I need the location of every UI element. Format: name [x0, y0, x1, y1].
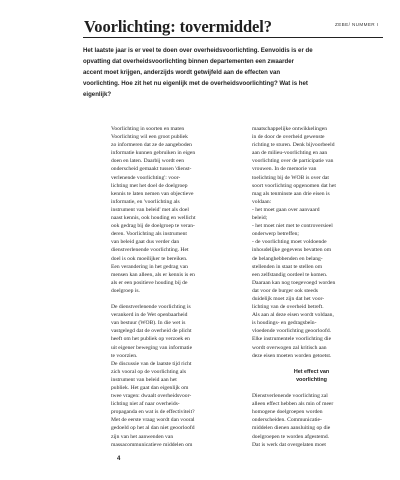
text-line: - het moet niet met te controversieel — [252, 223, 333, 230]
text-line: zich vooral op de voorlichting als — [111, 368, 187, 375]
text-line: lichting niet af naar overheids- — [111, 401, 180, 408]
text-line: informatie, en 'voorlichting als — [111, 198, 180, 205]
left-column — [111, 125, 230, 449]
text-line: instrument van beleid' met als doel — [111, 206, 189, 213]
text-line: inhoudelijke gegevens bevatten om — [252, 247, 332, 254]
title-rule — [83, 37, 383, 38]
text-line: deren. Voorlichting als instrument — [111, 231, 187, 238]
text-line: twee vragen: dwaalt overheidsvoor- — [111, 393, 192, 400]
text-line: doen en laten. Daarbij wordt een — [111, 158, 185, 165]
text-line: als er een positieve houding bij de — [111, 279, 188, 286]
text-line: onderscheid gemaakt tussen 'dienst- — [111, 166, 192, 173]
section-subhead: voorlichting — [296, 376, 327, 383]
header-tag: ZEBE/ NUMMER I — [335, 22, 379, 27]
text-line: verankerd in de Wet openbaarheid — [111, 312, 188, 319]
text-line: deze eisen moeten worden getoetst. — [252, 352, 332, 359]
text-line: publiek. Het gaat dan eigenlijk om — [111, 385, 189, 391]
page-number: 4 — [117, 456, 121, 462]
text-line: Elke instrumentele voorlichting die — [252, 336, 332, 343]
text-line: doelgroep is. — [111, 287, 140, 294]
text-line: heeft om het publiek op verzoek en — [111, 336, 190, 343]
text-line: De dienstverlenende voorlichting is — [111, 304, 191, 311]
text-line: van beleid gaat dus verder dan — [111, 239, 180, 246]
lead-line: opvatting dat overheidsvoorlichting binnen departementen een zwaarder — [83, 58, 294, 66]
lead-line: accent moet krijgen, anderzijds wordt getwijfeld aan de effecten van — [83, 69, 281, 77]
text-line: kennis te laten nemen van objectieve — [111, 190, 194, 197]
text-line: richting te sturen. Denk bijvoorbeeld — [252, 142, 335, 149]
text-line: Een verandering in het gedrag van — [111, 263, 188, 270]
text-line: Voorlichting wil een groot publiek — [111, 134, 188, 141]
text-line: dat voor de burger ook steeds — [252, 287, 318, 294]
text-line: de belanghebbenden en belang- — [252, 255, 323, 262]
text-line: doelgroepen te worden afgestemd. — [252, 433, 330, 440]
paragraph-gap — [252, 384, 371, 392]
lead-line: Het laatste jaar is er veel te doen over overheidsvoorlichting. Eenvoidis is er de — [83, 47, 313, 54]
text-line: een zelfstandig oordeel te komen. — [252, 271, 328, 278]
text-line: duidelijk moet zijn dat het voor- — [252, 295, 325, 302]
text-line: mensen kan alleen, als er kennis is en — [111, 271, 195, 278]
text-line: zijn van het aanwenden van — [111, 433, 174, 440]
text-line: dienstverlenende voorlichting. Het — [111, 247, 189, 254]
text-line: toelichting bij de WOB is over dat — [252, 174, 329, 181]
text-line: beleid; — [252, 215, 268, 222]
text-line: Als aan al deze eisen wordt voldaan, — [252, 312, 334, 319]
text-line: naast kennis, ook houding en wellicht — [111, 215, 196, 222]
text-line: vastgelegd dat de overheid de plicht — [111, 328, 192, 335]
right-column — [252, 125, 371, 449]
text-line: is houdings- en gedragsbeïn- — [252, 320, 317, 327]
text-line: Daaraan kan nog toegevoegd worden — [252, 279, 336, 286]
text-line: ook gedrag bij de doelgroep te veran- — [111, 223, 195, 230]
text-line: homogene doelgroepen worden — [252, 409, 323, 416]
text-line: soort voorlichting opgenomen dat het — [252, 182, 336, 189]
text-line: Met de eerste vraag wordt dan vooral — [111, 417, 195, 424]
text-line: - de voorlichting moet voldoende — [252, 239, 327, 246]
text-line: Dienstverlenende voorlichting zal — [252, 393, 328, 400]
text-line: mag als tenminste aan drie eisen is — [252, 190, 330, 197]
text-line: aan de milieu-voorlichting en aan — [252, 150, 328, 157]
text-line: vrouwen. In de memorie van — [252, 166, 317, 173]
text-line: doel is ook moeilijker te bereiken. — [111, 255, 188, 262]
lead-line: eigenlijk? — [83, 91, 112, 99]
text-line: lichting van de overheid betreft. — [252, 304, 324, 311]
text-line: middelen dienen aansluiting op die — [252, 425, 331, 432]
page-title: Voorlichting: tovermiddel? — [84, 17, 272, 36]
text-line: gedoeld op het al dan niet geoorloofd — [111, 425, 195, 432]
text-line: instrument van beleid aan het — [111, 376, 177, 383]
text-line: - het moet gaan over aanvaard — [252, 206, 320, 213]
text-line: in de door de overheid gewenste — [252, 134, 325, 141]
text-line: voldaan: — [252, 198, 272, 205]
text-line: verlenende voorlichting': voor- — [111, 174, 181, 181]
text-line: propaganda en wat is de effectiviteit? — [111, 409, 195, 416]
paragraph-gap — [111, 295, 230, 303]
text-line: uit eigener beweging van informatie — [111, 344, 193, 351]
text-line: stellenden in staat te stellen om — [252, 263, 323, 270]
lead-line: voorlichting. Hoe zit het nu eigenlijk met de overheidsvoorlichting? Wat is het — [83, 80, 308, 88]
section-subhead: Het effect van — [293, 368, 330, 375]
text-line: te voorzien. — [111, 352, 138, 359]
text-line: maatschappelijke ontwikkelingen — [252, 126, 328, 132]
text-line: vloedende voorlichting geoorloofd. — [252, 328, 332, 335]
text-line: onderscheiden. Communicatie- — [252, 417, 322, 424]
text-line: Voorlichting in soorten en maten — [111, 126, 185, 132]
text-line: wordt overwogen zal kritisch aan — [252, 344, 327, 351]
paragraph — [111, 125, 230, 295]
text-line: voorlichting over de participatie van — [252, 158, 334, 165]
text-line: van bestuur (WOB). In die wet is — [111, 320, 186, 327]
text-line: lichting met het doel de doelgroep — [111, 182, 188, 189]
text-line: massacommunicatieve middelen om — [111, 441, 193, 448]
lead-paragraph — [83, 45, 383, 100]
paragraph — [111, 303, 230, 449]
text-line: onderwerp betreffen; — [252, 231, 299, 238]
paragraph-gap — [252, 360, 371, 368]
text-line: Dat is werk dat overgelaten moet — [252, 441, 326, 448]
text-line: De discussie van de laatste tijd richt — [111, 360, 192, 367]
text-line: alleen effect hebben als min of meer — [252, 401, 334, 408]
text-line: informatie kunnen gebruiken in eigen — [111, 150, 196, 157]
paragraph — [252, 125, 371, 360]
text-line: zo informeren dat ze de aangeboden — [111, 142, 192, 149]
paragraph — [252, 392, 371, 449]
